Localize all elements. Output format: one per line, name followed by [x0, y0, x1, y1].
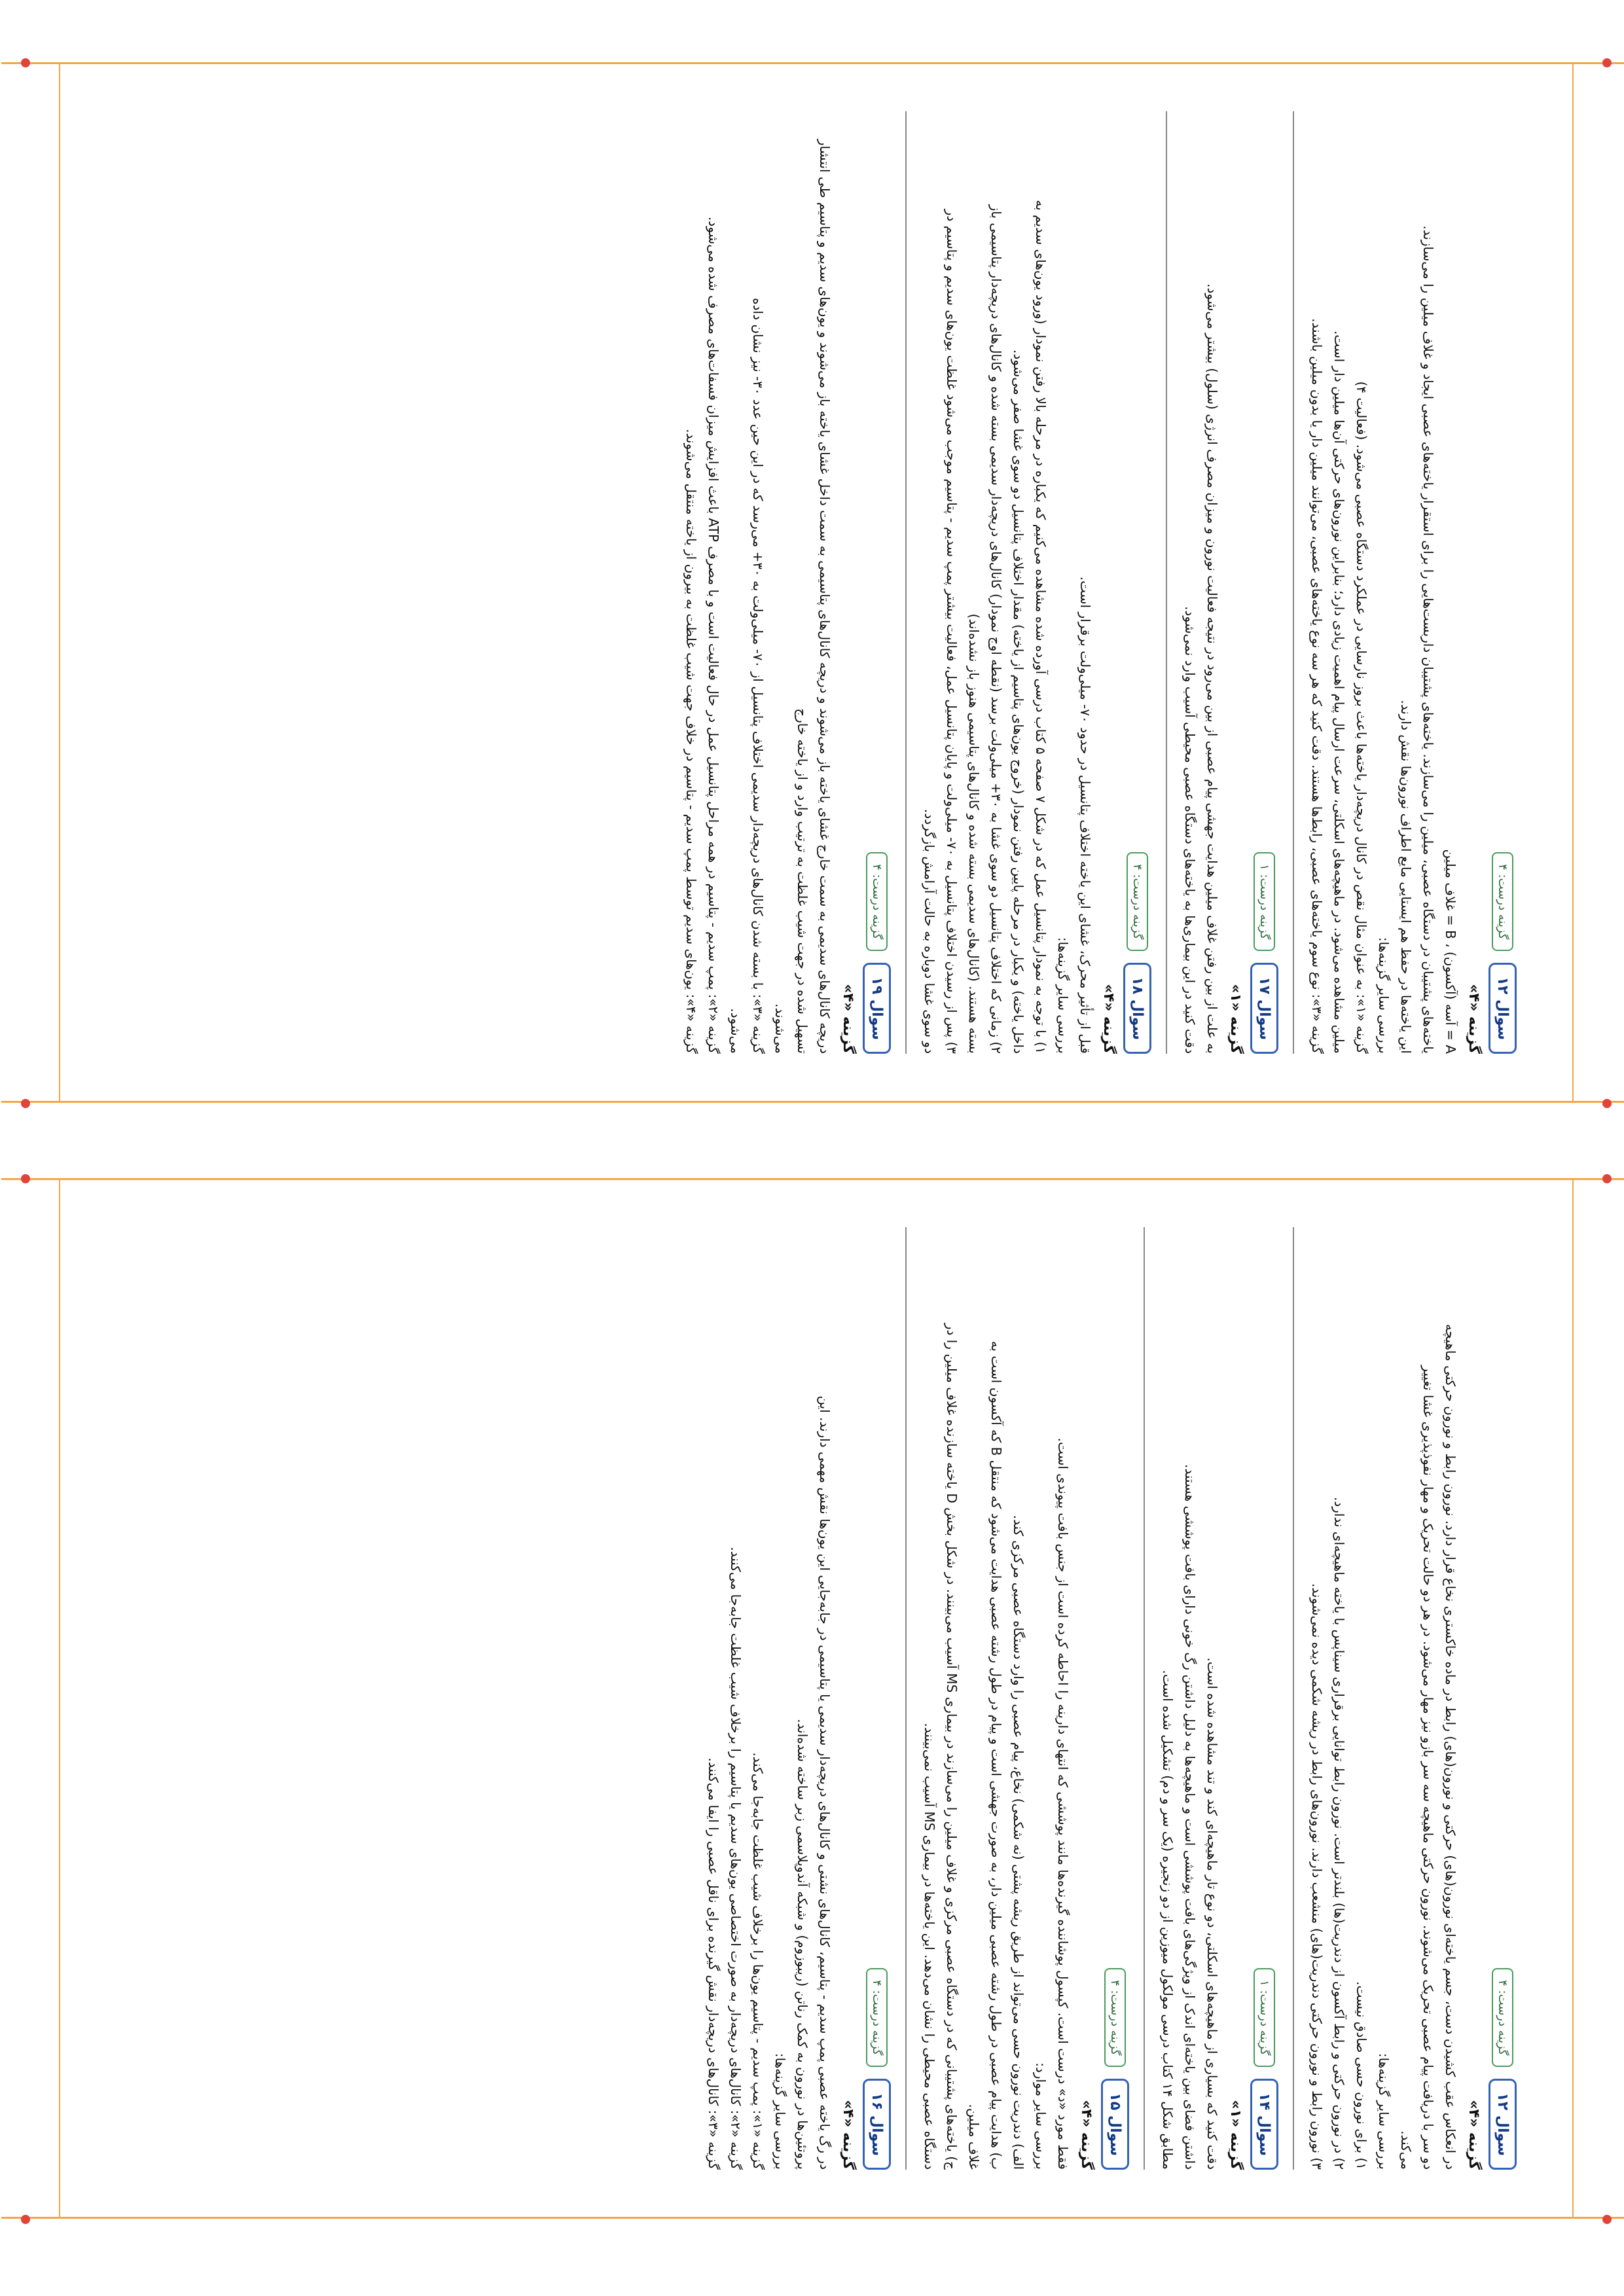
page-top-rule: [1, 62, 1624, 64]
question-header: [1101, 1227, 1129, 2170]
explanation-line: ۳) نورون رابط و نورون حرکتی دندریت(های) منشعب دارند. نورون‌های رابط در ریشه شکمی دیده نمی‌شوند.: [1309, 1583, 1325, 2170]
answer-label: گزینه «۴»: [1100, 984, 1117, 1054]
corner-dot: [21, 1174, 30, 1183]
explanation-line: دریچه کانال‌های سدیمی به سمت خارج غشای یاخته باز می‌شوند و دریچه کانال‌های پتاسیمی به سمت داخل غشای یاخته باز می‌شوند و یون‌های سدیم و پتاسیم طی انتشار تسهیل شده در جهت شیب غلظت به ترتیب وارد و از یاخته خارج: [795, 139, 833, 1054]
question-number-badge: سوال ۱۲: [1489, 963, 1517, 1054]
explanation-line: گزینه «۴»: یون‌های سدیم توسط پمپ سدیم - پتاسیم در خلاف جهت شیب غلظت به بیرون از یاخته منتقل می‌شوند.: [683, 429, 699, 1054]
explanation-line: یاخته‌های پشتیبان در دستگاه عصبی، میلین را می‌سازند. یاخته‌های پشتیبان داربست‌هایی را برای استقرار یاخته‌های عصبی ایجاد و غلاف میلین را می‌سازند.: [1420, 225, 1436, 1054]
answer-sheet: [96, 1201, 1536, 2196]
question-number-badge: سوال ۱۲: [1489, 2079, 1517, 2170]
corner-dot: [1602, 1099, 1612, 1108]
explanation-line: گزینه «۳»: نوع سوم یاخته‌های عصبی، رابط‌ها هستند. دقت کنید که هر سه نوع یاخته‌های عصبی، می‌توانند میلین دار یا بدون میلین باشند.: [1309, 318, 1325, 1054]
question-number-badge: سوال ۱۵: [1101, 2079, 1129, 2170]
correct-answer-badge: گزینه درست: ۴: [1127, 852, 1148, 951]
question-block: [1293, 1227, 1517, 2170]
explanation-line: می‌شود.: [728, 1008, 744, 1054]
explanation-line: دقت کنید که بسیاری از ماهیچه‌های اسکلتی، دو نوع تار ماهیچه‌ای کند و تند مشاهده شده است.: [1204, 1657, 1220, 2170]
answer-label: گزینه «۴»: [1466, 984, 1482, 1054]
correct-answer-badge: گزینه درست: ۴: [1104, 1968, 1126, 2067]
question-header: [863, 1227, 891, 2170]
explanation-line: فقط مورد «د» درست است. کپسول پوشاننده گیرنده‌ها مانند پوششی که انتهای دارینه را احاطه کرده است از جنس بافت پیوندی است.: [1055, 1437, 1071, 2170]
answer-label: گزینه «۱»: [1227, 2100, 1244, 2170]
correct-answer-badge: گزینه درست: ۴: [1492, 852, 1513, 951]
explanation-line: بررسی سایر گزینه‌ها:: [772, 2053, 788, 2170]
explanation-line: گزینه «۱»: به عنوان مثال نقص در کانال دریچه‌دار یاخته‌ها باعث بروز نارسایی در عملکرد دستگاه عصبی می‌شود. (فعالیت ۴): [1354, 381, 1369, 1054]
explanation-line: مطابق شکل ۱۴ کتاب درسی مولکول میوزین از دو زنجیره (یک سر و دم) تشکیل شده است.: [1160, 1670, 1176, 2170]
explanation-line: بررسی سایر گزینه‌ها:: [1376, 2053, 1392, 2170]
page-bottom-rule: [1, 1101, 1624, 1103]
answer-label: گزینه «۱»: [1227, 984, 1244, 1054]
correct-answer-badge: گزینه درست: ۱: [1254, 852, 1275, 951]
explanation-line: الف) دندریت نورون حسی می‌تواند از طریق ریشه پشتی (نه شکمی) نخاع، پیام عصبی را وارد دستگاه عصبی مرکزی کند.: [1011, 1515, 1026, 2170]
corner-dot: [21, 2215, 30, 2224]
correct-answer-badge: گزینه درست: ۴: [866, 852, 888, 951]
explanation-line: این یاخته‌ها در حفظ هم ایستایی مایع اطراف نورون‌ها نقش دارند.: [1398, 700, 1414, 1054]
question-block: [691, 1227, 891, 2170]
question-header: [1489, 1227, 1517, 2170]
explanation-line: ۱) برای نورون حسی صادق نیست.: [1354, 1981, 1369, 2170]
question-number-badge: سوال ۱۶: [863, 2079, 891, 2170]
explanation-line: داخل یاخته) و یکبار در مرحله پایین رفتن نمودار (خروج یون‌های پتاسیم از یاخته) مقدار اختلاف پتانسیل دو سوی غشا صفر می‌شود.: [1011, 350, 1026, 1054]
explanation-line: گزینه «۱»: پمپ سدیم - پتاسیم یون‌ها را برخلاف شیب غلظت جابه‌جا می‌کند.: [750, 1752, 766, 2170]
explanation-line: بسته هستند. (کانال‌های سدیمی بسته شده و کانال‌های پتاسیمی هنوز باز نشده‌اند): [966, 613, 982, 1054]
corner-dot: [21, 1099, 30, 1108]
explanation-line: ۲) در نورون حرکتی و رابط آکسون از دندریت(ها) بلندتر است. نورون رابط توانایی برقراری سیناپس با یاخته ماهیچه‌ای ندارد.: [1331, 1496, 1347, 2170]
question-number-badge: سوال ۱۸: [1123, 963, 1151, 1054]
explanation-line: گزینه «۲»: پمپ سدیم - پتاسیم در همه مراحل پتانسیل عمل در حال فعالیت است و با مصرف ATP باعث افزایش میزان فسفات‌های مصرف شده می‌شود.: [706, 216, 721, 1054]
question-block: [668, 111, 891, 1054]
question-block: [1166, 111, 1278, 1054]
question-block: [1144, 1227, 1278, 2170]
corner-dot: [1602, 2215, 1612, 2224]
document-page-2: [59, 1178, 1574, 2219]
explanation-line: دستگاه عصبی محیطی را نشان می‌دهد. این یاخته‌ها در بیماری MS آسیب نمی‌بینند.: [922, 1723, 937, 2170]
rotated-content: [96, 1201, 1536, 2196]
explanation-line: میلین مشاهده می‌شود. در ماهیچه‌های اسکلتی، سرعت ارسال پیام اهمیت زیادی دارد؛ بنابراین نورون‌های حرکتی آن‌ها میلین دار است.: [1331, 330, 1347, 1054]
question-header: [1250, 111, 1278, 1054]
explanation-line: ج) یاخته‌های پشتیبانی که در دستگاه عصبی مرکزی و غلاف میلین را می‌سازند در بیماری MS آسیب می‌بینند. در شکل بخش D یاخته سازنده غلاف میلین را در: [944, 1323, 960, 2170]
correct-answer-badge: گزینه درست: ۴: [1492, 1968, 1513, 2067]
corner-dot: [1602, 1174, 1612, 1183]
explanation-line: داشتن فضای بین یاخته‌ای اندک از ویژگی‌های بافت پوششی است و ماهیچه‌ها به دلیل داشتن رگ خونی دارای بافت پوششی هستند.: [1182, 1464, 1198, 2170]
explanation-line: بررسی سایر گزینه‌ها:: [1055, 937, 1071, 1054]
explanation-line: ۱) با توجه به نمودار پتانسیل عمل که در شکل ۷ صفحه ۵ کتاب درسی آورده شده مشاهده می‌کنیم که یکباره در مرحله بالا رفتن نمودار (ورود یون‌های سدیم به: [1033, 200, 1049, 1054]
question-block: [905, 111, 1151, 1054]
explanation-line: در انعکاس عقب کشیدن دست، جسم یاخته‌ای نورون‌(های) حرکتی و نورون‌(های) رابط در ماده خاکستری نخاع قرار دارد. نورون رابط و نورون حرکتی ماهیچه: [1443, 1323, 1458, 2170]
explanation-line: گزینه «۳»: کانال‌های دریچه‌دار نقش گیرنده برای ناقل عصبی را ایفا می‌کنند.: [706, 1757, 721, 2170]
explanation-line: ب) هدایت پیام عصبی در طول رشته عصبی میلین دار، به صورت جهشی است و پیام در طول رشته عصبی هدایت می‌شود که منتقل B که آکسون است به: [988, 1340, 1004, 2170]
explanation-line: می‌شوند.: [772, 1003, 788, 1054]
explanation-line: گزینه «۲»: کانال‌های دریچه‌دار به صورت اختصاصی یون‌های سدیم یا پتاسیم را برخلاف شیب غلظت جابه‌جا می‌کنند.: [728, 1547, 744, 2170]
explanation-line: ۳) پس از رسیدن اختلاف پتانسیل به ۷۰- میلی‌ولت و پایان پتانسیل عمل، فعالیت بیشتر پمپ سدیم - پتاسیم موجب می‌شود غلظت یون‌های سدیم و پتاسیم در: [944, 209, 960, 1054]
question-block: [905, 1227, 1129, 2170]
explanation-line: پروتئین‌ها در نورون به کمک رناتن (ریبوزوم) و شبکه آندوپلاسمی زبر ساخته شده‌اند.: [795, 1719, 810, 2170]
question-header: [1123, 111, 1151, 1054]
corner-dot: [1602, 58, 1612, 67]
explanation-line: بررسی سایر گزینه‌ها:: [1376, 937, 1392, 1054]
explanation-line: قبل از تأثیر محرک، غشای این یاخته اختلاف پتانسیل در حدود ۷۰- میلی‌ولت برقرار است.: [1077, 576, 1093, 1054]
explanation-line: دو سر با دریافت پیام عصبی تحریک می‌شوند. نورون حرکتی ماهیچه سه سر بازو نیز مهار می‌شود. در هر دو حالت تحریک و مهار نفوذپذیری غشا تغییر: [1420, 1365, 1436, 2170]
explanation-line: دقت کنید در این بیماری‌ها به یاخته‌های دستگاه عصبی محیطی آسیب وارد نمی‌شود.: [1182, 606, 1198, 1054]
page-bottom-rule: [1, 2217, 1624, 2219]
question-number-badge: سوال ۱۴: [1250, 2079, 1278, 2170]
answer-label: گزینه «۴»: [1078, 2100, 1094, 2170]
explanation-line: دو سوی غشا دوباره به حالت آرامش بازگردد.: [922, 808, 937, 1054]
explanation-line: ۲) زمانی که اختلاف پتانسیل دو سوی غشا به ۳۰+ میلی‌ولت برسد (نقطه اوج نمودار) کانال‌های دریچه‌دار سدیمی بسته شده و کانال‌های دریچه‌دار پتاسیمی باز: [988, 204, 1004, 1054]
explanation-line: به علت از بین رفتن غلاف میلین هدایت جهشی پیام عصبی از بین می‌رود در نتیجه فعالیت نورون و میزان مصرف انرژی (سلول) بیشتر می‌شود.: [1204, 283, 1220, 1054]
question-header: [1489, 111, 1517, 1054]
explanation-line: در رگ یاخته عصبی پمپ سدیم - پتاسیم، کانال‌های نشتی و کانال‌های دریچه‌دار سدیمی یا پتاسیمی در جابه‌جایی این یون‌ها نقش مهمی دارند. این: [817, 1395, 833, 2170]
rotated-content: [96, 85, 1536, 1080]
question-block: [1293, 111, 1517, 1054]
explanation-line: گزینه «۳»: با بسته شدن کانال‌های دریچه‌دار سدیمی اختلاف پتانسیل از ۷۰- میلی‌ولت به ۳۰+ می‌رسد که در این حین عدد ۳۰- نیز نشان داده: [750, 298, 766, 1054]
answer-sheet: [96, 85, 1536, 1080]
answer-label: گزینه «۴»: [840, 984, 856, 1054]
answer-label: گزینه «۴»: [840, 2100, 856, 2170]
question-header: [1250, 1227, 1278, 2170]
corner-dot: [21, 58, 30, 67]
document-page-1: [59, 62, 1574, 1103]
question-number-badge: سوال ۱۷: [1250, 963, 1278, 1054]
answer-label: گزینه «۴»: [1466, 2100, 1482, 2170]
question-number-badge: سوال ۱۹: [863, 963, 891, 1054]
page-top-rule: [1, 1178, 1624, 1180]
explanation-line: A = آسه (آکسون) ، B = غلاف میلین: [1443, 849, 1458, 1054]
correct-answer-badge: گزینه درست: ۴: [866, 1968, 888, 2067]
explanation-line: غلاف میلین.: [966, 2104, 982, 2170]
correct-answer-badge: گزینه درست: ۱: [1254, 1968, 1275, 2067]
explanation-line: می‌کند.: [1398, 2130, 1414, 2170]
question-header: [863, 111, 891, 1054]
explanation-line: بررسی سایر موارد:: [1033, 2062, 1049, 2170]
